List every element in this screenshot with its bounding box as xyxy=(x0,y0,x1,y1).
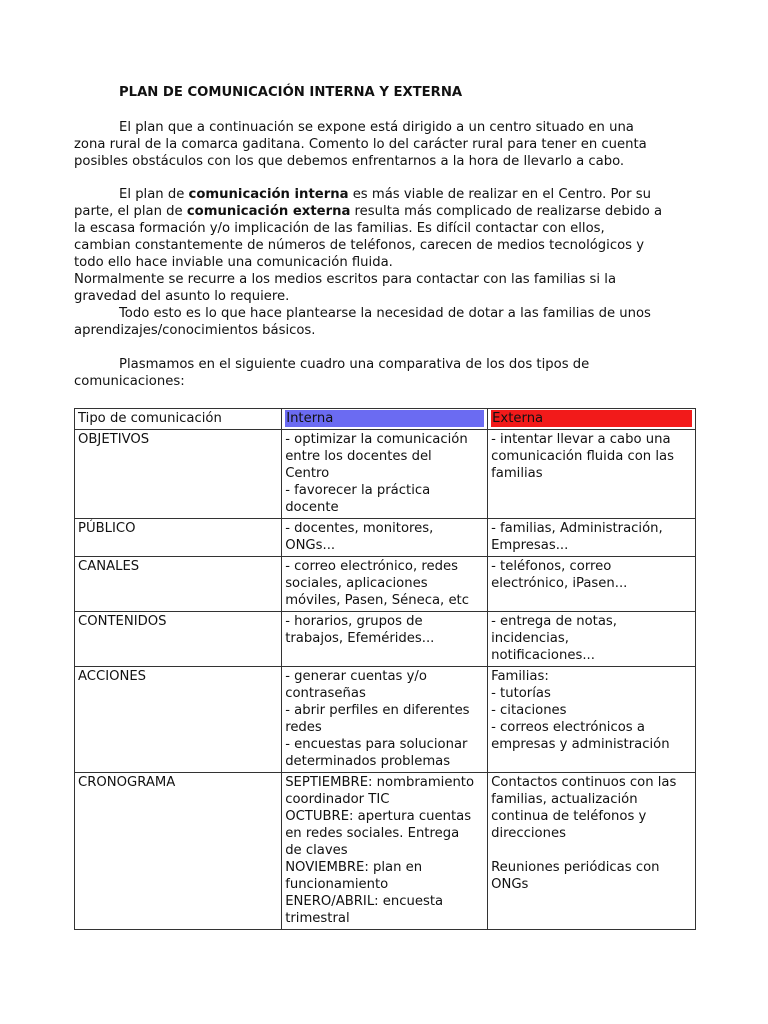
interna-cell-line: móviles, Pasen, Séneca, etc xyxy=(285,593,469,608)
externa-cell-line: ONGs xyxy=(491,877,529,892)
externa-cell-line: notificaciones... xyxy=(491,648,595,663)
row-label-cell xyxy=(75,667,282,773)
plan-line-1-pre: El plan de xyxy=(119,187,189,202)
plan-line-1-post: es más viable de realizar en el Centro. Por su xyxy=(348,187,651,202)
interna-cell-line: - encuestas para solucionar xyxy=(285,737,468,752)
externa-cell-line: - correos electrónicos a xyxy=(491,720,645,735)
externa-cell-line: familias xyxy=(491,466,543,481)
intro-line-1: El plan que a continuación se expone está dirigido a un centro situado en una xyxy=(119,120,634,135)
interna-cell-line: - optimizar la comunicación xyxy=(285,432,468,447)
externa-cell xyxy=(488,612,696,667)
interna-cell-line: redes xyxy=(285,720,322,735)
table-row xyxy=(75,612,696,667)
externa-cell-line: direcciones xyxy=(491,826,566,841)
header-externa-cell xyxy=(488,409,696,430)
interna-cell xyxy=(282,773,488,930)
externa-cell-line: comunicación fluida con las xyxy=(491,449,674,464)
externa-cell-line: Empresas... xyxy=(491,538,569,553)
header-type-label: Tipo de comunicación xyxy=(78,411,222,426)
externa-cell-line: - teléfonos, correo xyxy=(491,559,612,574)
table-intro-paragraph xyxy=(74,356,689,390)
header-interna-label: Interna xyxy=(285,410,484,427)
intro-line-2: zona rural de la comarca gaditana. Comento lo del carácter rural para tener en cuenta xyxy=(74,137,647,152)
plan-line-7: gravedad del asunto lo requiere. xyxy=(74,289,290,304)
header-type-cell xyxy=(75,409,282,430)
cell-blank-line xyxy=(491,842,692,859)
interna-cell-line: ONGs... xyxy=(285,538,336,553)
plan-line-9: aprendizajes/conocimientos básicos. xyxy=(74,323,316,338)
plan-term-external: comunicación externa xyxy=(186,204,351,219)
interna-cell-line: coordinador TIC xyxy=(285,792,390,807)
plan-line-4: cambian constantemente de números de teléfonos, carecen de medios tecnológicos y xyxy=(74,238,645,253)
interna-cell xyxy=(282,612,488,667)
plan-paragraph xyxy=(74,186,689,339)
plan-line-2-pre: parte, el plan de xyxy=(74,204,187,219)
row-label-cell xyxy=(75,773,282,930)
row-label: CONTENIDOS xyxy=(78,614,167,629)
externa-cell xyxy=(488,773,696,930)
interna-cell-line: ENERO/ABRIL: encuesta xyxy=(285,894,444,909)
table-header-row xyxy=(75,409,696,430)
externa-cell-line: incidencias, xyxy=(491,631,569,646)
table-row xyxy=(75,519,696,557)
interna-cell xyxy=(282,557,488,612)
externa-cell xyxy=(488,430,696,519)
header-interna-cell xyxy=(282,409,488,430)
interna-cell-line: Centro xyxy=(285,466,330,481)
row-label: CRONOGRAMA xyxy=(78,775,176,790)
externa-cell xyxy=(488,557,696,612)
row-label: CANALES xyxy=(78,559,140,574)
interna-cell-line: NOVIEMBRE: plan en xyxy=(285,860,423,875)
externa-cell-line: electrónico, iPasen... xyxy=(491,576,628,591)
interna-cell-line: - docentes, monitores, xyxy=(285,521,434,536)
row-label: OBJETIVOS xyxy=(78,432,150,447)
externa-cell xyxy=(488,519,696,557)
externa-cell-line: - tutorías xyxy=(491,686,551,701)
comparison-table xyxy=(74,408,696,930)
externa-cell-line: - familias, Administración, xyxy=(491,521,663,536)
externa-cell-line: Reuniones periódicas con xyxy=(491,860,660,875)
externa-cell-line: empresas y administración xyxy=(491,737,670,752)
plan-line-3: la escasa formación y/o implicación de las familias. Es difícil contactar con ellos, xyxy=(74,221,605,236)
plan-line-5: todo ello hace inviable una comunicación fluida. xyxy=(74,255,393,270)
table-row xyxy=(75,557,696,612)
row-label-cell xyxy=(75,519,282,557)
interna-cell-line: trabajos, Efemérides... xyxy=(285,631,435,646)
plan-line-6: Normalmente se recurre a los medios escritos para contactar con las familias si la xyxy=(74,272,617,287)
externa-cell xyxy=(488,667,696,773)
interna-cell-line: entre los docentes del xyxy=(285,449,432,464)
interna-cell-line: - abrir perfiles en diferentes xyxy=(285,703,470,718)
interna-cell-line: de claves xyxy=(285,843,348,858)
header-externa-label: Externa xyxy=(491,410,692,427)
row-label: PÚBLICO xyxy=(78,521,136,536)
externa-cell-line: - intentar llevar a cabo una xyxy=(491,432,671,447)
interna-cell-line: determinados problemas xyxy=(285,754,451,769)
interna-cell xyxy=(282,519,488,557)
interna-cell xyxy=(282,667,488,773)
intro-line-3: posibles obstáculos con los que debemos enfrentarnos a la hora de llevarlo a cabo. xyxy=(74,154,625,169)
document-title: PLAN DE COMUNICACIÓN INTERNA Y EXTERNA xyxy=(119,85,463,100)
interna-cell-line: SEPTIEMBRE: nombramiento xyxy=(285,775,475,790)
interna-cell-line: trimestral xyxy=(285,911,350,926)
externa-cell-line: - entrega de notas, xyxy=(491,614,617,629)
plan-term-internal: comunicación interna xyxy=(188,187,349,202)
row-label-cell xyxy=(75,612,282,667)
table-intro-line-1: Plasmamos en el siguiente cuadro una comparativa de los dos tipos de xyxy=(119,357,590,372)
table-row xyxy=(75,667,696,773)
externa-cell-line: Contactos continuos con las xyxy=(491,775,677,790)
interna-cell-line: sociales, aplicaciones xyxy=(285,576,428,591)
plan-line-8: Todo esto es lo que hace plantearse la necesidad de dotar a las familias de unos xyxy=(119,306,651,321)
row-label-cell xyxy=(75,430,282,519)
externa-cell-line: continua de teléfonos y xyxy=(491,809,647,824)
interna-cell-line: en redes sociales. Entrega xyxy=(285,826,460,841)
interna-cell-line: docente xyxy=(285,500,339,515)
interna-cell xyxy=(282,430,488,519)
row-label: ACCIONES xyxy=(78,669,147,684)
plan-line-2-post: resulta más complicado de realizarse debido a xyxy=(350,204,663,219)
interna-cell-line: - horarios, grupos de xyxy=(285,614,423,629)
row-label-cell xyxy=(75,557,282,612)
table-row xyxy=(75,430,696,519)
externa-cell-line: Familias: xyxy=(491,669,549,684)
interna-cell-line: funcionamiento xyxy=(285,877,389,892)
interna-cell-line: contraseñas xyxy=(285,686,366,701)
externa-cell-line: - citaciones xyxy=(491,703,567,718)
interna-cell-line: OCTUBRE: apertura cuentas xyxy=(285,809,472,824)
interna-cell-line: - correo electrónico, redes xyxy=(285,559,458,574)
table-intro-line-2: comunicaciones: xyxy=(74,374,185,389)
externa-cell-line: familias, actualización xyxy=(491,792,638,807)
intro-paragraph xyxy=(74,119,689,170)
interna-cell-line: - favorecer la práctica xyxy=(285,483,431,498)
table-row xyxy=(75,773,696,930)
interna-cell-line: - generar cuentas y/o xyxy=(285,669,427,684)
